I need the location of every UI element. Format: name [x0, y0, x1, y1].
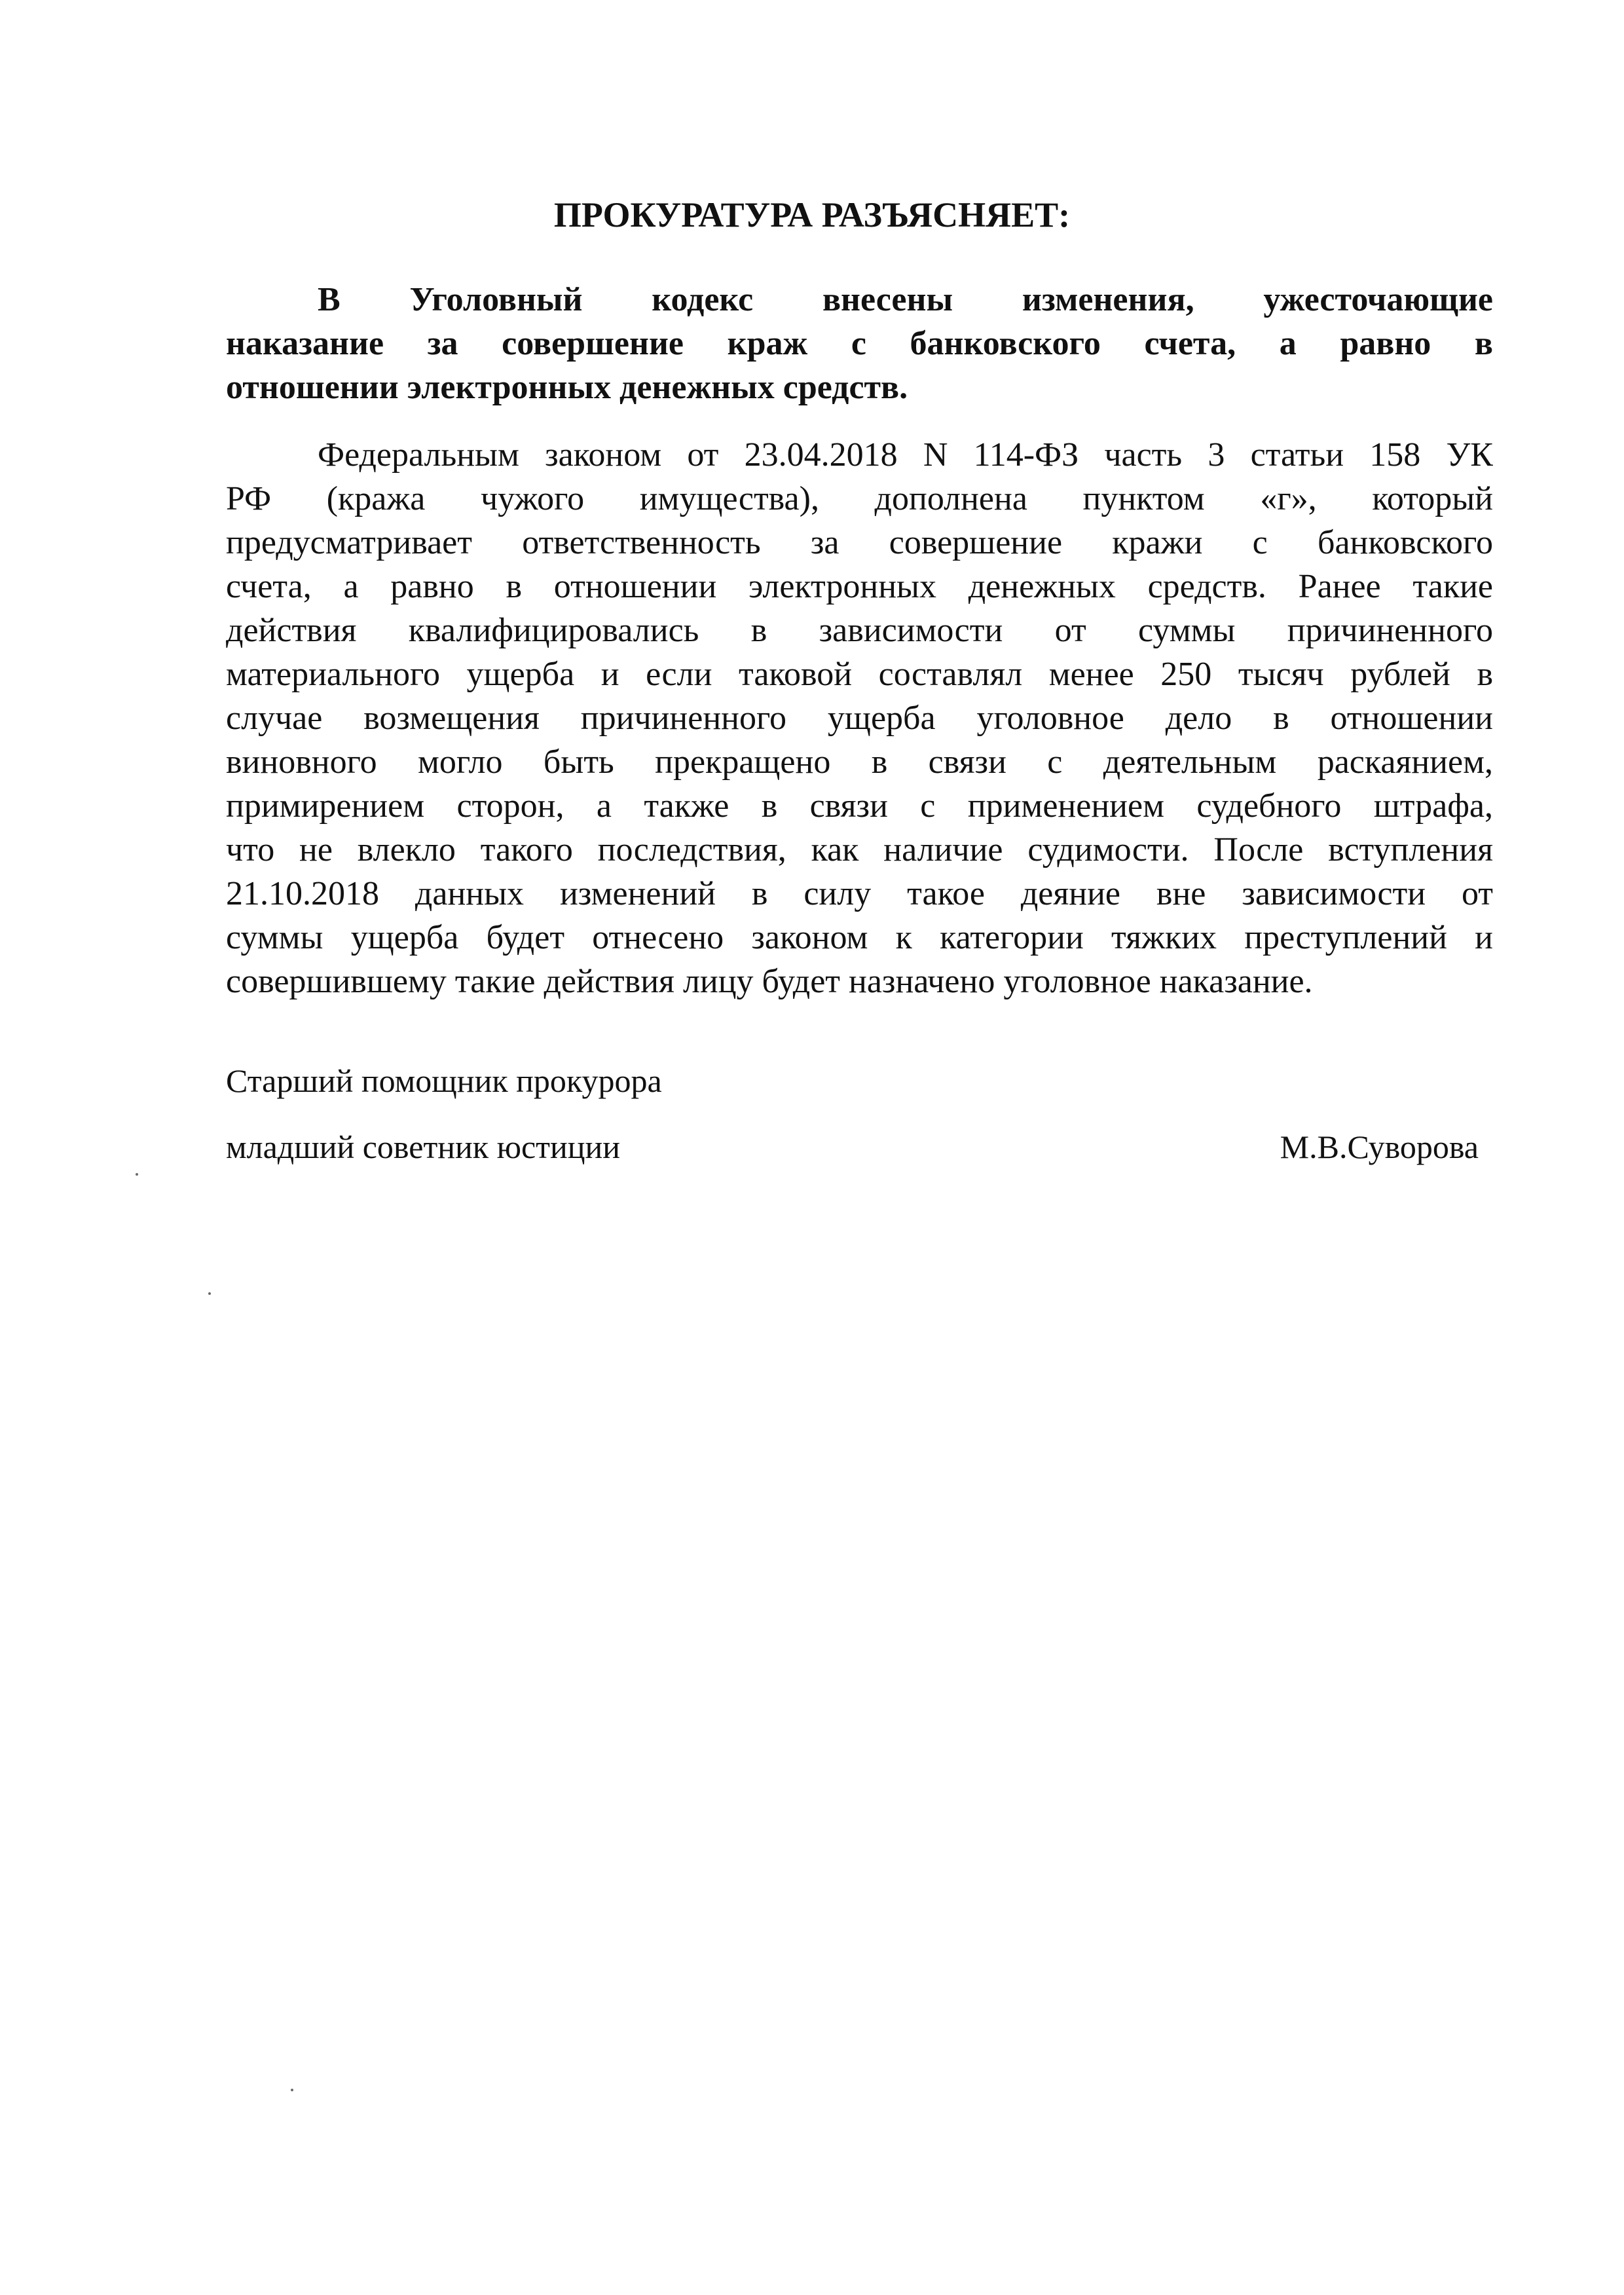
body-line: примирением сторон, а также в связи с применением судебного штрафа,	[226, 787, 1493, 825]
scan-speck	[291, 2089, 293, 2091]
lead-line: отношении электронных денежных средств.	[226, 369, 908, 406]
body-line: счета, а равно в отношении электронных денежных средств. Ранее такие	[226, 568, 1493, 605]
signatory-rank: младший советник юстиции	[226, 1129, 621, 1165]
lead-line: наказание за совершение краж с банковского счета, а равно в	[226, 325, 1493, 362]
body-line: что не влекло такого последствия, как наличие судимости. После вступления	[226, 831, 1493, 868]
body-line: действия квалифицировались в зависимости от суммы причиненного	[226, 612, 1493, 649]
signatory-position: Старший помощник прокурора	[226, 1062, 662, 1099]
body-line: совершившему такие действия лицу будет назначено уголовное наказание.	[226, 963, 1313, 1000]
body-line: виновного могло быть прекращено в связи с деятельным раскаянием,	[226, 743, 1493, 781]
lead-paragraph	[226, 278, 1493, 409]
scan-speck	[136, 1173, 138, 1176]
document-title: ПРОКУРАТУРА РАЗЪЯСНЯЕТ:	[553, 195, 1071, 234]
body-line: случае возмещения причиненного ущерба уголовное дело в отношении	[226, 700, 1493, 737]
body-line: суммы ущерба будет отнесено законом к категории тяжких преступлений и	[226, 919, 1493, 956]
body-line: материального ущерба и если таковой составлял менее 250 тысяч рублей в	[226, 656, 1493, 693]
body-line: 21.10.2018 данных изменений в силу такое деяние вне зависимости от	[226, 875, 1493, 912]
body-paragraph	[226, 433, 1493, 1003]
signatory-name: М.В.Суворова	[1280, 1129, 1479, 1165]
body-line: предусматривает ответственность за совершение кражи с банковского	[226, 524, 1493, 561]
body-line: Федеральным законом от 23.04.2018 N 114-ФЗ часть 3 статьи 158 УК	[318, 436, 1493, 474]
lead-line: В Уголовный кодекс внесены изменения, ужесточающие	[318, 281, 1493, 318]
scan-speck	[208, 1292, 211, 1295]
body-line: РФ (кража чужого имущества), дополнена пунктом «г», который	[226, 480, 1493, 517]
